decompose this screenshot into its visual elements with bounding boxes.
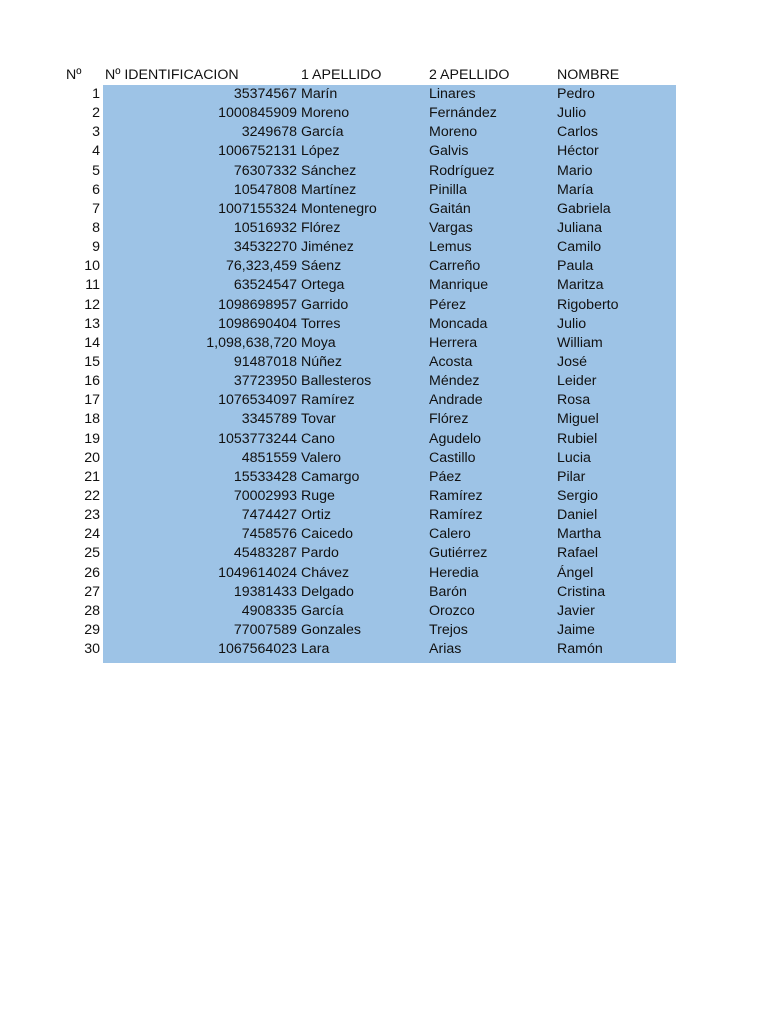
cell-apellido1: Delgado (299, 583, 427, 602)
people-table (62, 65, 676, 663)
cell-id: 1098698957 (103, 296, 299, 315)
column-header-num: Nº (66, 67, 82, 83)
cell-id: 1067564023 (103, 640, 299, 663)
table-row (62, 315, 676, 334)
cell-nombre: Lucia (555, 449, 676, 468)
cell-num: 8 (62, 219, 103, 238)
cell-nombre: Miguel (555, 410, 676, 429)
cell-nombre: Rubiel (555, 430, 676, 449)
cell-num: 28 (62, 602, 103, 621)
table-row (62, 219, 676, 238)
cell-apellido2: Pinilla (427, 181, 555, 200)
cell-apellido2: Linares (427, 85, 555, 104)
cell-apellido1: Garrido (299, 296, 427, 315)
cell-num: 19 (62, 430, 103, 449)
table-row (62, 506, 676, 525)
cell-id: 1006752131 (103, 142, 299, 161)
cell-id: 10547808 (103, 181, 299, 200)
table-row (62, 142, 676, 161)
cell-num: 4 (62, 142, 103, 161)
cell-nombre: Jaime (555, 621, 676, 640)
cell-nombre: Ángel (555, 564, 676, 583)
cell-apellido1: López (299, 142, 427, 161)
cell-apellido2: Lemus (427, 238, 555, 257)
cell-nombre: Sergio (555, 487, 676, 506)
cell-apellido2: Calero (427, 525, 555, 544)
cell-apellido1: Ortiz (299, 506, 427, 525)
cell-apellido2: Carreño (427, 257, 555, 276)
cell-apellido1: Moreno (299, 104, 427, 123)
table-row (62, 238, 676, 257)
cell-num: 10 (62, 257, 103, 276)
cell-apellido2: Orozco (427, 602, 555, 621)
table-row (62, 372, 676, 391)
cell-apellido1: Sáenz (299, 257, 427, 276)
cell-id: 37723950 (103, 372, 299, 391)
cell-nombre: Pilar (555, 468, 676, 487)
cell-num: 17 (62, 391, 103, 410)
table-row (62, 257, 676, 276)
cell-apellido1: Cano (299, 430, 427, 449)
cell-num: 20 (62, 449, 103, 468)
spreadsheet-page (62, 65, 676, 663)
table-row (62, 487, 676, 506)
cell-num: 26 (62, 564, 103, 583)
cell-apellido1: Chávez (299, 564, 427, 583)
cell-num: 29 (62, 621, 103, 640)
cell-apellido1: Tovar (299, 410, 427, 429)
table-row (62, 430, 676, 449)
cell-nombre: Julio (555, 315, 676, 334)
cell-num: 6 (62, 181, 103, 200)
table-row (62, 640, 676, 663)
cell-num: 13 (62, 315, 103, 334)
cell-apellido1: Caicedo (299, 525, 427, 544)
cell-apellido1: Ramírez (299, 391, 427, 410)
cell-num: 14 (62, 334, 103, 353)
column-header-id: Nº IDENTIFICACION (105, 67, 239, 83)
cell-apellido1: Ballesteros (299, 372, 427, 391)
cell-apellido2: Vargas (427, 219, 555, 238)
cell-id: 3249678 (103, 123, 299, 142)
cell-apellido2: Gaitán (427, 200, 555, 219)
cell-apellido2: Herrera (427, 334, 555, 353)
column-header-apellido2: 2 APELLIDO (429, 67, 510, 83)
table-row (62, 353, 676, 372)
cell-apellido1: Gonzales (299, 621, 427, 640)
cell-nombre: Ramón (555, 640, 676, 663)
cell-nombre: Rigoberto (555, 296, 676, 315)
table-row (62, 181, 676, 200)
cell-nombre: Rosa (555, 391, 676, 410)
table-row (62, 468, 676, 487)
cell-apellido2: Heredia (427, 564, 555, 583)
table-row (62, 525, 676, 544)
cell-nombre: María (555, 181, 676, 200)
table-row (62, 602, 676, 621)
cell-num: 25 (62, 544, 103, 563)
cell-apellido2: Ramírez (427, 506, 555, 525)
cell-id: 34532270 (103, 238, 299, 257)
cell-apellido2: Agudelo (427, 430, 555, 449)
table-body (62, 85, 676, 663)
cell-id: 4908335 (103, 602, 299, 621)
cell-num: 1 (62, 85, 103, 104)
table-row (62, 410, 676, 429)
cell-apellido1: Lara (299, 640, 427, 663)
cell-apellido1: Valero (299, 449, 427, 468)
cell-apellido1: Ruge (299, 487, 427, 506)
cell-id: 77007589 (103, 621, 299, 640)
cell-apellido2: Méndez (427, 372, 555, 391)
cell-nombre: Héctor (555, 142, 676, 161)
cell-num: 12 (62, 296, 103, 315)
table-row (62, 276, 676, 295)
cell-id: 70002993 (103, 487, 299, 506)
cell-num: 15 (62, 353, 103, 372)
cell-apellido2: Rodríguez (427, 162, 555, 181)
cell-id: 19381433 (103, 583, 299, 602)
cell-apellido1: García (299, 602, 427, 621)
cell-apellido1: Pardo (299, 544, 427, 563)
cell-apellido2: Castillo (427, 449, 555, 468)
cell-num: 27 (62, 583, 103, 602)
cell-id: 1098690404 (103, 315, 299, 334)
cell-apellido1: Torres (299, 315, 427, 334)
cell-apellido1: Sánchez (299, 162, 427, 181)
cell-num: 3 (62, 123, 103, 142)
cell-nombre: Paula (555, 257, 676, 276)
cell-num: 23 (62, 506, 103, 525)
cell-id: 3345789 (103, 410, 299, 429)
cell-nombre: Julio (555, 104, 676, 123)
cell-nombre: Pedro (555, 85, 676, 104)
header-row (62, 65, 676, 85)
cell-nombre: Rafael (555, 544, 676, 563)
cell-apellido2: Fernández (427, 104, 555, 123)
cell-apellido2: Pérez (427, 296, 555, 315)
cell-apellido2: Flórez (427, 410, 555, 429)
cell-nombre: Gabriela (555, 200, 676, 219)
cell-num: 7 (62, 200, 103, 219)
table-row (62, 104, 676, 123)
cell-nombre: Martha (555, 525, 676, 544)
cell-apellido2: Moncada (427, 315, 555, 334)
cell-id: 7474427 (103, 506, 299, 525)
cell-id: 76307332 (103, 162, 299, 181)
cell-nombre: Mario (555, 162, 676, 181)
column-header-nombre: NOMBRE (557, 67, 620, 83)
cell-apellido1: García (299, 123, 427, 142)
cell-nombre: Camilo (555, 238, 676, 257)
cell-id: 4851559 (103, 449, 299, 468)
cell-apellido1: Camargo (299, 468, 427, 487)
cell-nombre: Leider (555, 372, 676, 391)
cell-apellido1: Moya (299, 334, 427, 353)
cell-num: 30 (62, 640, 103, 663)
cell-num: 2 (62, 104, 103, 123)
cell-apellido1: Jiménez (299, 238, 427, 257)
cell-num: 11 (62, 276, 103, 295)
cell-apellido2: Trejos (427, 621, 555, 640)
cell-nombre: Carlos (555, 123, 676, 142)
cell-id: 1,098,638,720 (103, 334, 299, 353)
table-row (62, 449, 676, 468)
cell-nombre: Juliana (555, 219, 676, 238)
table-row (62, 123, 676, 142)
cell-id: 76,323,459 (103, 257, 299, 276)
cell-id: 10516932 (103, 219, 299, 238)
cell-apellido1: Núñez (299, 353, 427, 372)
cell-apellido1: Martínez (299, 181, 427, 200)
cell-id: 1053773244 (103, 430, 299, 449)
table-row (62, 334, 676, 353)
column-header-apellido1: 1 APELLIDO (301, 67, 382, 83)
cell-apellido2: Manrique (427, 276, 555, 295)
table-row (62, 564, 676, 583)
cell-nombre: José (555, 353, 676, 372)
table-row (62, 391, 676, 410)
cell-num: 24 (62, 525, 103, 544)
cell-id: 1000845909 (103, 104, 299, 123)
cell-id: 1007155324 (103, 200, 299, 219)
cell-nombre: Daniel (555, 506, 676, 525)
cell-apellido2: Andrade (427, 391, 555, 410)
cell-apellido2: Arias (427, 640, 555, 663)
cell-id: 45483287 (103, 544, 299, 563)
cell-id: 35374567 (103, 85, 299, 104)
cell-apellido1: Ortega (299, 276, 427, 295)
cell-apellido1: Montenegro (299, 200, 427, 219)
cell-apellido1: Flórez (299, 219, 427, 238)
table-row (62, 296, 676, 315)
cell-nombre: Maritza (555, 276, 676, 295)
cell-num: 18 (62, 410, 103, 429)
cell-apellido2: Ramírez (427, 487, 555, 506)
cell-id: 15533428 (103, 468, 299, 487)
cell-num: 21 (62, 468, 103, 487)
cell-id: 7458576 (103, 525, 299, 544)
cell-id: 91487018 (103, 353, 299, 372)
cell-num: 5 (62, 162, 103, 181)
cell-num: 9 (62, 238, 103, 257)
cell-nombre: Cristina (555, 583, 676, 602)
cell-apellido2: Gutiérrez (427, 544, 555, 563)
table-row (62, 85, 676, 104)
cell-id: 63524547 (103, 276, 299, 295)
cell-id: 1049614024 (103, 564, 299, 583)
cell-id: 1076534097 (103, 391, 299, 410)
cell-apellido1: Marín (299, 85, 427, 104)
cell-apellido2: Barón (427, 583, 555, 602)
cell-nombre: Javier (555, 602, 676, 621)
table-row (62, 621, 676, 640)
cell-nombre: William (555, 334, 676, 353)
table-row (62, 162, 676, 181)
table-row (62, 544, 676, 563)
cell-num: 22 (62, 487, 103, 506)
cell-apellido2: Moreno (427, 123, 555, 142)
table-row (62, 583, 676, 602)
cell-apellido2: Acosta (427, 353, 555, 372)
cell-apellido2: Páez (427, 468, 555, 487)
cell-num: 16 (62, 372, 103, 391)
table-row (62, 200, 676, 219)
cell-apellido2: Galvis (427, 142, 555, 161)
